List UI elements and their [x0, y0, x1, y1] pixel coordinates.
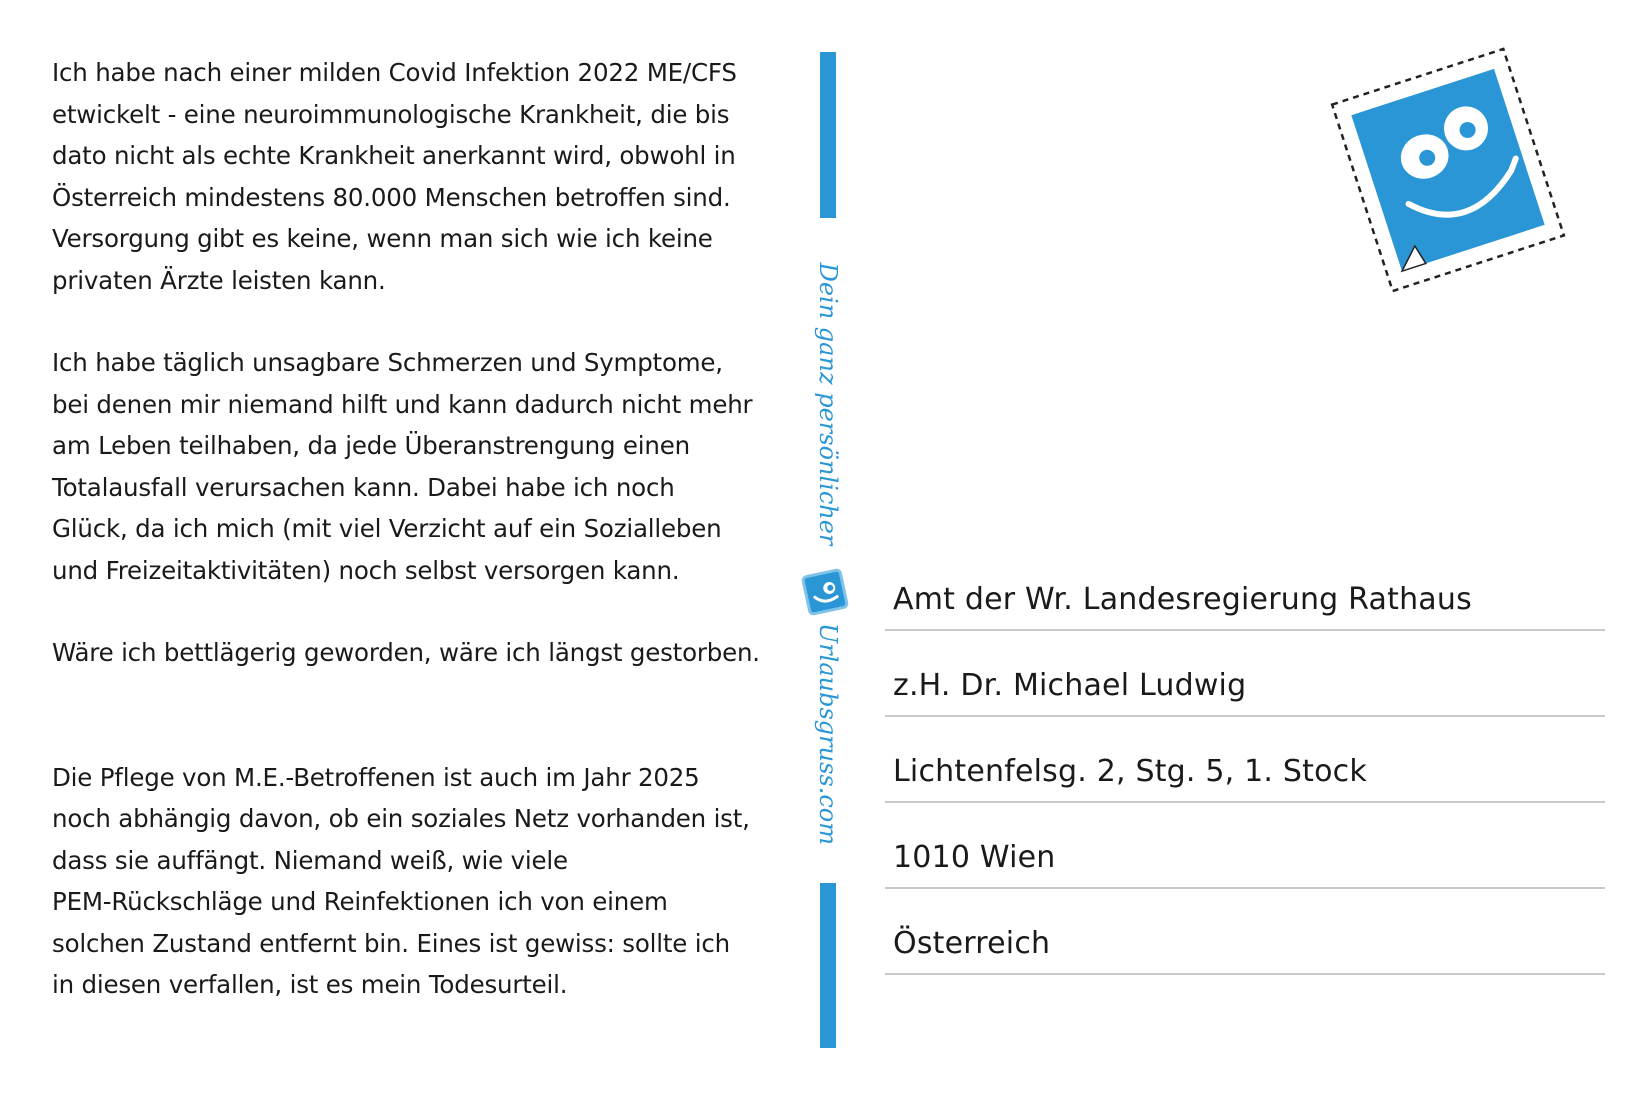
message-line: Wäre ich bettlägerig geworden, wäre ich längst gestorben.	[52, 638, 760, 667]
address-line	[885, 631, 1605, 717]
address-attention: z.H. Dr. Michael Ludwig	[893, 668, 1247, 703]
message-line: am Leben teilhaben, da jede Überanstrengung einen	[52, 431, 690, 460]
message-paragraph	[52, 52, 812, 301]
message-line: Österreich mindestens 80.000 Menschen betroffen sind.	[52, 182, 731, 212]
message-line: Die Pflege von M.E.-Betroffenen ist auch im Jahr 2025	[52, 762, 700, 792]
message-text-block	[52, 52, 812, 1006]
message-line: bei denen mir niemand hilft und kann dadurch nicht mehr	[52, 389, 753, 419]
message-paragraph	[52, 342, 812, 591]
address-line	[885, 717, 1605, 803]
message-line: und Freizeitaktivitäten) noch selbst versorgen kann.	[52, 555, 680, 585]
message-line: solchen Zustand entfernt bin. Eines ist gewiss: sollte ich	[52, 928, 730, 958]
divider-bar-bottom	[820, 883, 836, 1048]
message-line: dato nicht als echte Krankheit anerkannt wird, obwohl in	[52, 141, 736, 170]
divider-bar-top	[820, 52, 836, 218]
message-line: dass sie auffängt. Niemand weiß, wie viele	[52, 845, 568, 875]
message-line: Totalausfall verursachen kann. Dabei habe ich noch	[52, 472, 675, 502]
address-recipient: Amt der Wr. Landesregierung Rathaus	[893, 582, 1472, 617]
address-city: 1010 Wien	[893, 840, 1056, 875]
divider-text-bottom: Urlaubsgruss.com	[814, 622, 842, 846]
message-line: PEM-Rückschläge und Reinfektionen ich von einem	[52, 887, 668, 916]
message-line: etwickelt - eine neuroimmunologische Krankheit, die bis	[52, 99, 730, 129]
message-line: in diesen verfallen, ist es mein Todesurteil.	[52, 970, 568, 999]
smiley-stamp-icon	[1318, 40, 1578, 300]
divider-text-top: Dein ganz persönlicher	[814, 262, 842, 546]
address-street: Lichtenfelsg. 2, Stg. 5, 1. Stock	[893, 754, 1367, 789]
message-line: Glück, da ich mich (mit viel Verzicht auf ein Sozialleben	[52, 514, 722, 543]
message-line: Versorgung gibt es keine, wenn man sich wie ich keine	[52, 224, 713, 253]
mini-smiley-logo-icon	[798, 565, 852, 619]
message-paragraph	[52, 632, 812, 674]
address-line	[885, 889, 1605, 975]
message-line: Ich habe täglich unsagbare Schmerzen und Symptome,	[52, 348, 723, 377]
address-line	[885, 545, 1605, 631]
address-line	[885, 803, 1605, 889]
message-line: Ich habe nach einer milden Covid Infektion 2022 ME/CFS	[52, 58, 737, 87]
message-line: privaten Ärzte leisten kann.	[52, 265, 386, 295]
message-paragraph	[52, 757, 812, 1006]
address-block	[885, 545, 1605, 975]
message-line: noch abhängig davon, ob ein soziales Netz vorhanden ist,	[52, 804, 750, 833]
address-country: Österreich	[893, 926, 1051, 961]
